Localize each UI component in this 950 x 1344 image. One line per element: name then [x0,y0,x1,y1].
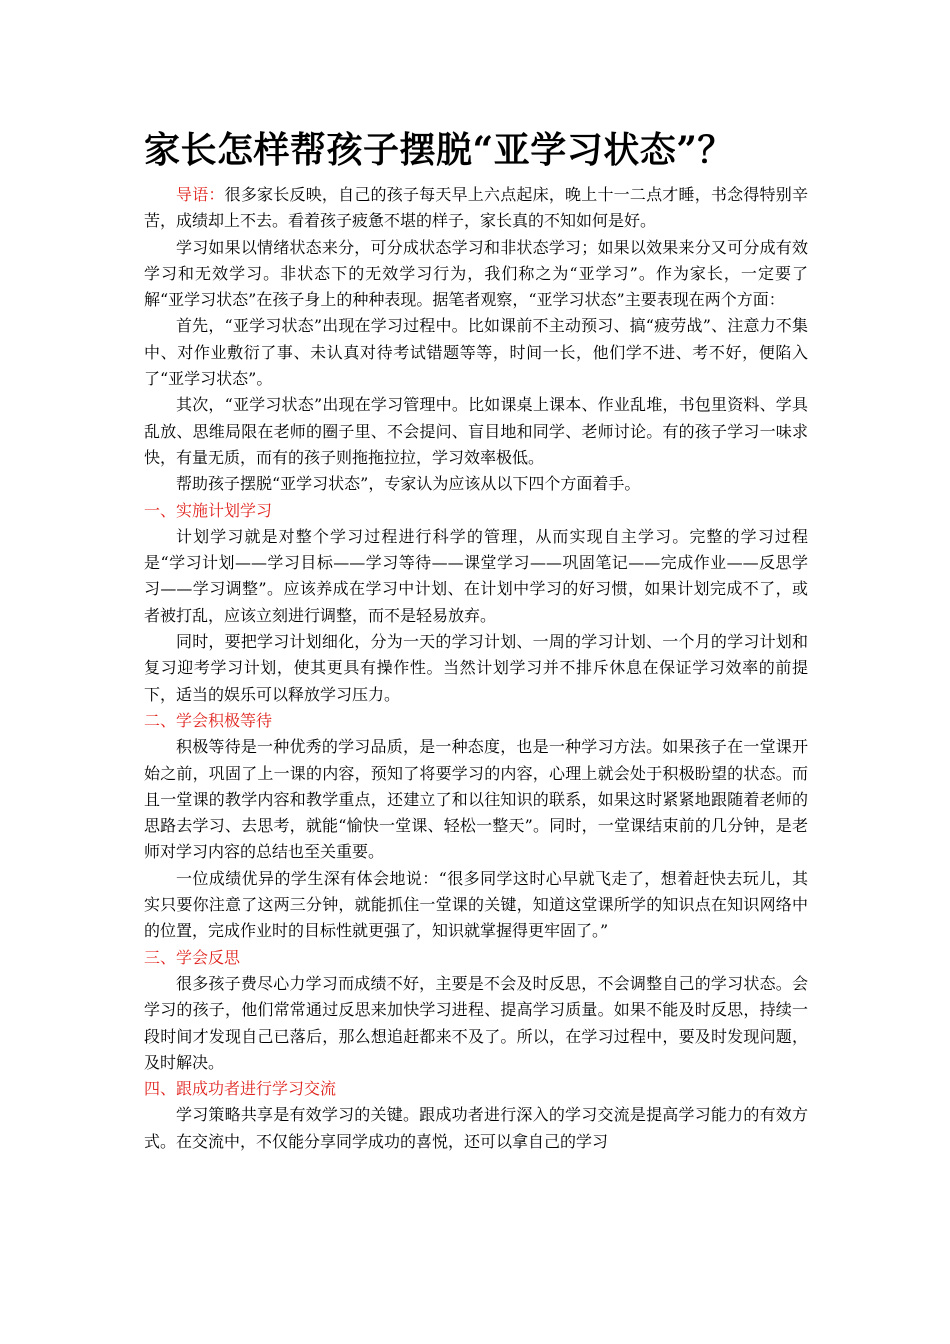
paragraph-10: 学习策略共享是有效学习的关键。跟成功者进行深入的学习交流是提高学习能力的有效方式。在交流中，不仅能分享同学成功的喜悦，还可以拿自己的学习 [144,1105,808,1151]
paragraph-2: 首先，“亚学习状态”出现在学习过程中。比如课前不主动预习、搞“疲劳战”、注意力不集中、对作业敷衍了事、未认真对待考试错题等等，时间一长，他们学不进、考不好，便陷入了“亚学习状态”。 [144,316,808,389]
paragraph-3: 其次，“亚学习状态”出现在学习管理中。比如课桌上课本、作业乱堆，书包里资料、学具乱放、思维局限在老师的圈子里、不会提问、盲目地和同学、老师讨论。有的孩子学习一味求快，有量无质，而有的孩子则拖拖拉拉，学习效率极低。 [144,395,808,467]
section-heading-4: 四、跟成功者进行学习交流 [144,1079,337,1099]
section-heading-1: 一、实施计划学习 [144,500,273,520]
paragraph-5: 计划学习就是对整个学习过程进行科学的管理，从而实现自主学习。完整的学习过程是“学习计划——学习目标——学习等待——课堂学习——巩固笔记——完成作业——反思学习——学习调整”。应该养成在学习中计划、在计划中学习的好习惯，如果计划完成不了，或者被打乱，应该立刻进行调整，而不是轻易放弃。 [144,526,808,625]
article-title: 家长怎样帮孩子摆脱“亚学习状态”？ [144,129,734,171]
paragraph-7: 积极等待是一种优秀的学习品质，是一种态度，也是一种学习方法。如果孩子在一堂课开始之前，巩固了上一课的内容，预知了将要学习的内容，心理上就会处于积极盼望的状态。而且一堂课的教学内容和教学重点，还建立了和以往知识的联系，如果这时紧紧地跟随着老师的思路去学习、去思考，就能“愉快一堂课、轻松一整天”。同时，一堂课结束前的几分钟，是老师对学习内容的总结也至关重要。 [144,737,808,862]
paragraph-1: 学习如果以情绪状态来分，可分成状态学习和非状态学习；如果以效果来分又可分成有效学习和无效学习。非状态下的无效学习行为，我们称之为“亚学习”。作为家长，一定要了解“亚学习状态”在孩子身上的种种表现。据笔者观察，“亚学习状态”主要表现在两个方面： [144,237,808,310]
paragraph-4: 帮助孩子摆脱“亚学习状态”，专家认为应该从以下四个方面着手。 [176,474,641,494]
intro-paragraph [144,182,808,235]
paragraph-8: 一位成绩优异的学生深有体会地说：“很多同学这时心早就飞走了，想着赶快去玩儿，其实只要你注意了这两三分钟，就能抓住一堂课的关键，知道这堂课所学的知识点在知识网络中的位置，完成作业时的目标性就更强了，知识就掌握得更牢固了。” [144,868,808,941]
paragraph-9: 很多孩子费尽心力学习而成绩不好，主要是不会及时反思，不会调整自己的学习状态。会学习的孩子，他们常常通过反思来加快学习进程、提高学习质量。如果不能及时反思，持续一段时间才发现自己已落后，那么想追赶都来不及了。所以，在学习过程中，要及时发现问题，及时解决。 [144,973,808,1072]
section-heading-2: 二、学会积极等待 [144,710,273,730]
intro-label: 导语： [176,185,225,204]
document-page [144,124,808,1155]
section-heading-3: 三、学会反思 [144,947,241,967]
paragraph-6: 同时，要把学习计划细化，分为一天的学习计划、一周的学习计划、一个月的学习计划和复习迎考学习计划，使其更具有操作性。当然计划学习并不排斥休息在保证学习效率的前提下，适当的娱乐可以释放学习压力。 [144,632,808,704]
intro-text: 很多家长反映，自己的孩子每天早上六点起床，晚上十一二点才睡，书念得特别辛苦，成绩却上不去。看着孩子疲惫不堪的样子，家长真的不知如何是好。 [144,185,808,231]
